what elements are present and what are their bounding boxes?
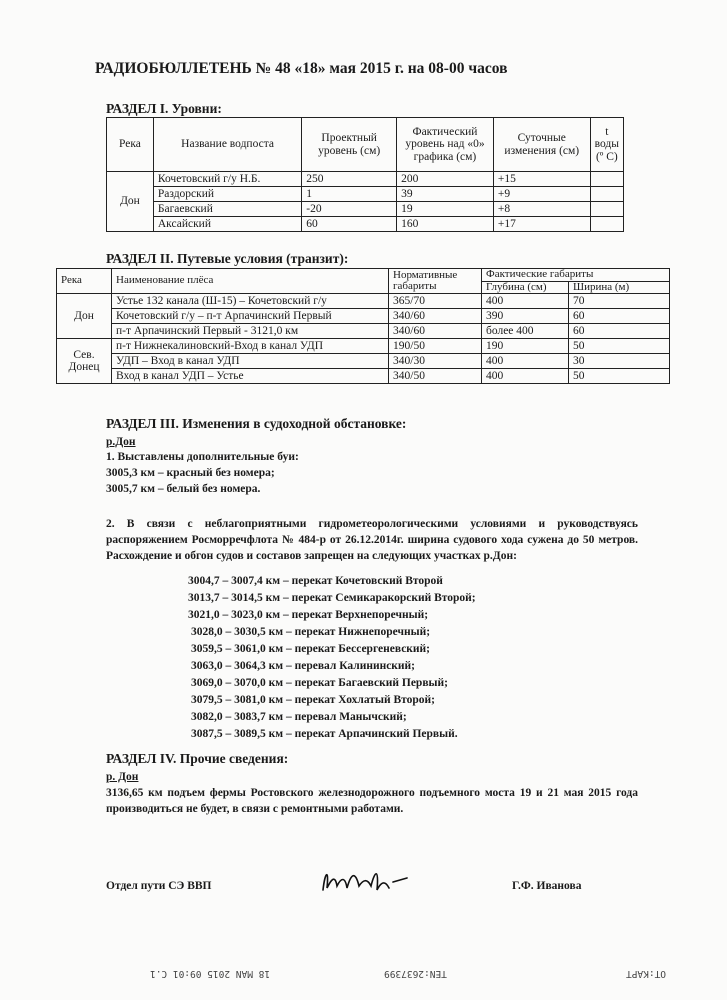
fax-date: 18 MAN 2015 09:01 C.1	[150, 968, 271, 979]
table-row	[107, 172, 624, 187]
section3-item2-text: 2. В связи с неблагоприятными гидрометеорологическими условиями и руководствуясь распоряжением Росморречфлота № 484-р от 26.12.2014г. ширина судового хода сужена до 50 метров. Расхождение и обгон судов и составов запрещен на следующих участках р.Дон:	[106, 518, 638, 562]
table-cell: 340/60	[389, 324, 482, 339]
table-cell: 19	[397, 202, 494, 217]
fax-phone: TEN:2637399	[384, 968, 447, 979]
table-row	[107, 202, 624, 217]
table-cell: 50	[569, 369, 670, 384]
transit-header-river: Река	[57, 269, 112, 294]
table-row	[57, 354, 670, 369]
table-row	[57, 294, 670, 309]
segment-line: 3028,0 – 3030,5 км – перекат Нижнепоречный;	[191, 626, 431, 638]
table-cell: 400	[482, 369, 569, 384]
table-cell: 30	[569, 354, 670, 369]
table-cell: п-т Нижнекалиновский-Вход в канал УДП	[112, 339, 389, 354]
transit-header-norm: Нормативные габариты	[389, 269, 482, 294]
table-cell: 340/30	[389, 354, 482, 369]
table-cell: 340/50	[389, 369, 482, 384]
table-cell: 60	[302, 217, 397, 232]
table-cell: +17	[493, 217, 590, 232]
table-cell: 340/60	[389, 309, 482, 324]
segment-line: 3082,0 – 3083,7 км – перевал Манычский;	[191, 711, 407, 723]
table-cell: 400	[482, 354, 569, 369]
table-cell: Багаевский	[153, 202, 301, 217]
section1-title: РАЗДЕЛ I. Уровни:	[106, 101, 222, 116]
table-cell: +8	[493, 202, 590, 217]
bulletin-title: РАДИОБЮЛЛЕТЕНЬ № 48 «18» мая 2015 г. на 08-00 часов	[95, 60, 508, 77]
transit-header-actual: Фактические габариты	[482, 269, 670, 282]
levels-header-post: Название водпоста	[153, 118, 301, 172]
segment-line: 3079,5 – 3081,0 км – перекат Хохлатый Второй;	[191, 694, 435, 706]
table-cell: 1	[302, 187, 397, 202]
table-cell: 200	[397, 172, 494, 187]
department-label: Отдел пути СЭ ВВП	[106, 880, 212, 892]
transit-river: Дон	[57, 294, 112, 339]
table-cell: 190/50	[389, 339, 482, 354]
table-row	[57, 369, 670, 384]
table-cell: 365/70	[389, 294, 482, 309]
table-cell: Аксайский	[153, 217, 301, 232]
transit-table	[56, 268, 670, 384]
segment-line: 3063,0 – 3064,3 км – перевал Калининский;	[191, 660, 416, 672]
table-cell: 39	[397, 187, 494, 202]
section2-title: РАЗДЕЛ II. Путевые условия (транзит):	[106, 251, 349, 266]
segment-line: 3087,5 – 3089,5 км – перекат Арпачинский Первый.	[191, 728, 458, 740]
table-cell: 390	[482, 309, 569, 324]
table-cell: +9	[493, 187, 590, 202]
table-cell: Раздорский	[153, 187, 301, 202]
segment-line: 3004,7 – 3007,4 км – перекат Кочетовский Второй	[188, 575, 443, 587]
table-cell: Вход в канал УДП – Устье	[112, 369, 389, 384]
levels-header-river: Река	[107, 118, 154, 172]
transit-header-depth: Глубина (см)	[482, 281, 569, 294]
table-row	[107, 187, 624, 202]
table-cell: Кочетовский г/у – п-т Арпачинский Первый	[112, 309, 389, 324]
levels-header-actual: Фактический уровень над «0» графика (см)	[397, 118, 494, 172]
table-cell: Кочетовский г/у Н.Б.	[153, 172, 301, 187]
segment-line: 3013,7 – 3014,5 км – перекат Семикаракорский Второй;	[188, 592, 476, 604]
table-row	[57, 309, 670, 324]
segment-line: 3021,0 – 3023,0 км – перекат Верхнепоречный;	[188, 609, 429, 621]
table-cell: п-т Арпачинский Первый - 3121,0 км	[112, 324, 389, 339]
table-cell: Устье 132 канала (Ш-15) – Кочетовский г/у	[112, 294, 389, 309]
signature-icon	[315, 860, 415, 905]
levels-table	[106, 117, 624, 232]
table-cell: 400	[482, 294, 569, 309]
table-cell: 70	[569, 294, 670, 309]
table-cell	[590, 172, 623, 187]
table-cell: 250	[302, 172, 397, 187]
table-cell: 160	[397, 217, 494, 232]
section3-item1-heading: 1. Выставлены дополнительные буи:	[106, 451, 299, 463]
table-cell: УДП – Вход в канал УДП	[112, 354, 389, 369]
table-cell: 60	[569, 309, 670, 324]
buoy-line: 3005,3 км – красный без номера;	[106, 467, 275, 479]
table-cell: +15	[493, 172, 590, 187]
table-cell: -20	[302, 202, 397, 217]
section4-title: РАЗДЕЛ IV. Прочие сведения:	[106, 751, 289, 766]
table-cell: 60	[569, 324, 670, 339]
transit-river: Сев. Донец	[57, 339, 112, 384]
levels-river: Дон	[107, 172, 154, 232]
segment-line: 3069,0 – 3070,0 км – перекат Багаевский Первый;	[191, 677, 448, 689]
section3-river: р.Дон	[106, 436, 136, 448]
levels-header-change: Суточные изменения (см)	[493, 118, 590, 172]
transit-header-name: Наименование плёса	[112, 269, 389, 294]
buoy-line: 3005,7 км – белый без номера.	[106, 483, 261, 495]
table-cell	[590, 217, 623, 232]
levels-header-temp: t воды (º С)	[590, 118, 623, 172]
segment-line: 3059,5 – 3061,0 км – перекат Бессергеневский;	[191, 643, 431, 655]
levels-header-project: Проектный уровень (см)	[302, 118, 397, 172]
table-cell: более 400	[482, 324, 569, 339]
section4-text: 3136,65 км подъем фермы Ростовского железнодорожного подъемного моста 19 и 21 мая 2015 года производиться не будет, в связи с ремонтными работами.	[106, 787, 638, 815]
signatory-name: Г.Ф. Иванова	[512, 880, 582, 892]
section4-river: р. Дон	[106, 771, 139, 783]
table-row	[107, 217, 624, 232]
fax-sender: OT:KAPT	[626, 968, 667, 979]
table-cell: 50	[569, 339, 670, 354]
transit-header-width: Ширина (м)	[569, 281, 670, 294]
table-row	[57, 339, 670, 354]
table-cell: 190	[482, 339, 569, 354]
section3-title: РАЗДЕЛ III. Изменения в судоходной обстановке:	[106, 416, 407, 431]
table-cell	[590, 202, 623, 217]
table-cell	[590, 187, 623, 202]
table-row	[57, 324, 670, 339]
